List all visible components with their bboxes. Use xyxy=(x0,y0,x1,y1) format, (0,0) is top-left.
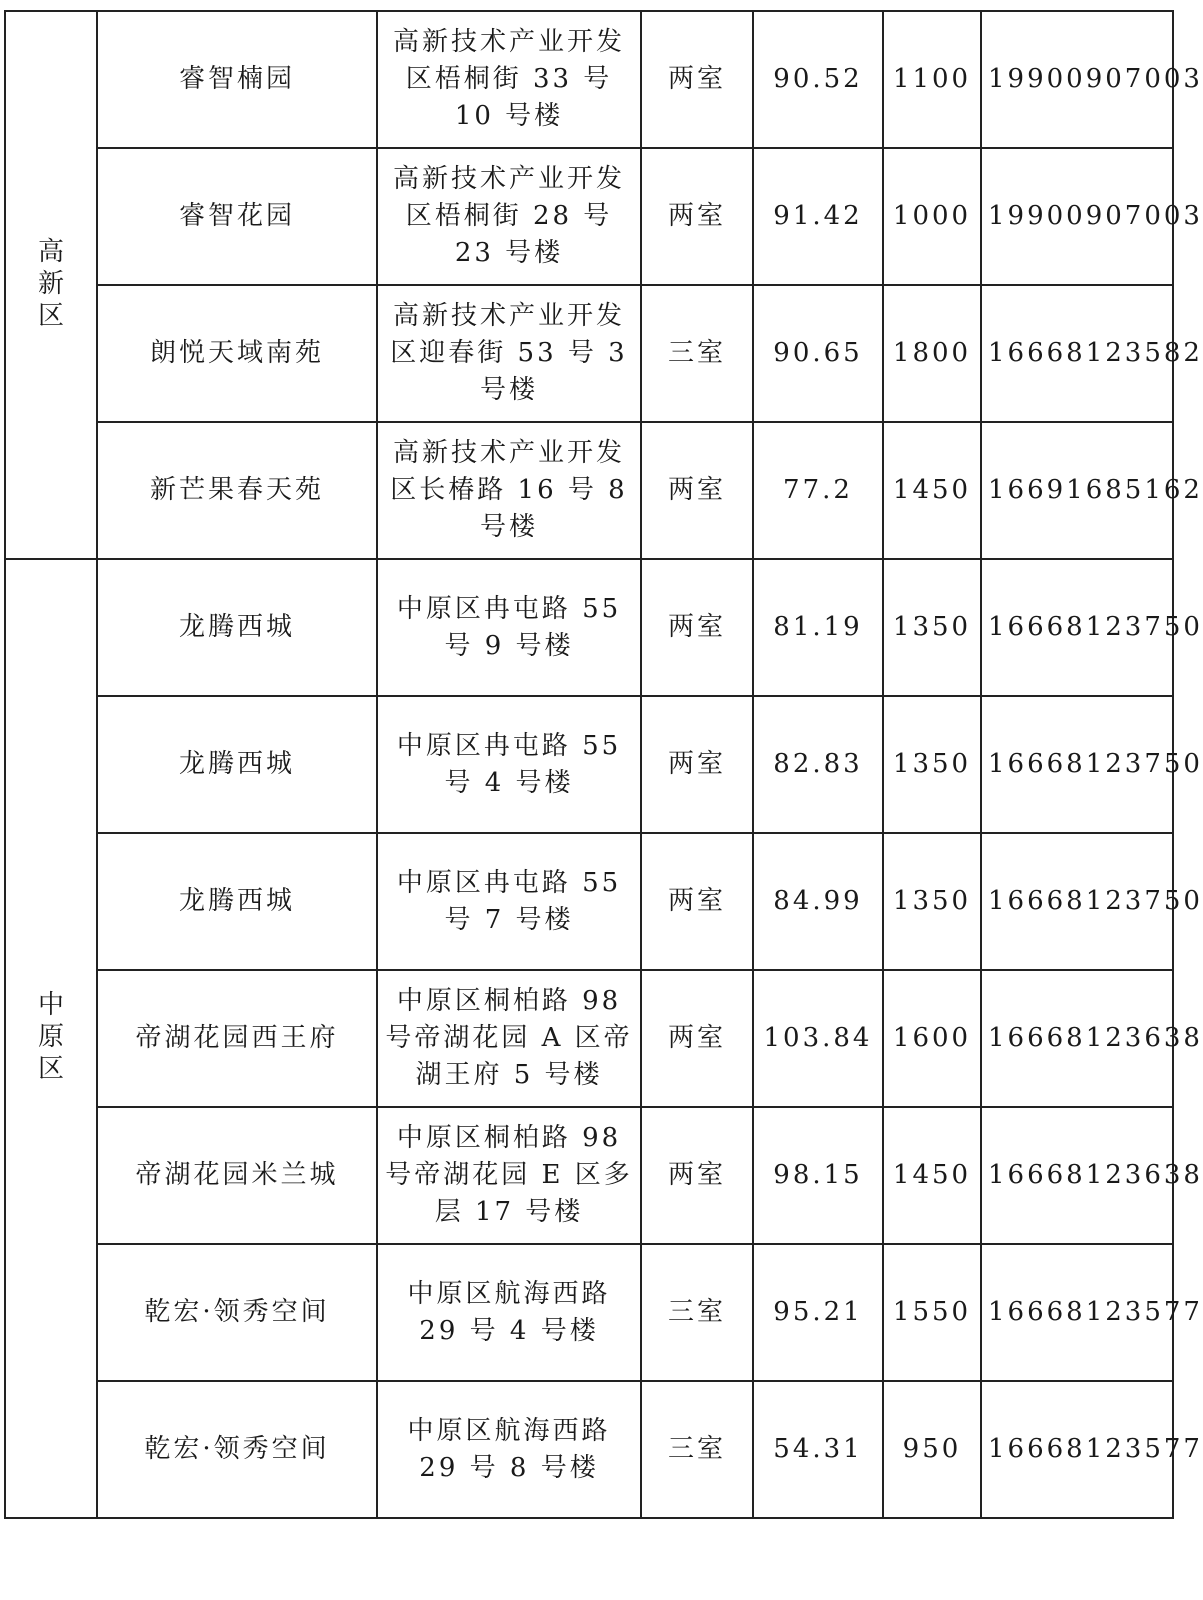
address-cell: 中原区桐柏路 98 号帝湖花园 E 区多层 17 号楼 xyxy=(377,1107,641,1244)
table-row xyxy=(5,1381,1173,1518)
phone-cell: 16668123582 xyxy=(981,285,1173,422)
layout-cell: 两室 xyxy=(641,422,753,559)
layout-cell: 两室 xyxy=(641,970,753,1107)
phone-cell: 16691685162 xyxy=(981,422,1173,559)
district-label: 高新区 xyxy=(37,236,64,331)
address-cell: 中原区冉屯路 55 号 9 号楼 xyxy=(377,559,641,696)
area-cell: 54.31 xyxy=(753,1381,883,1518)
rent-cell: 1000 xyxy=(883,148,981,285)
table-row xyxy=(5,559,1173,696)
address-cell: 高新技术产业开发区梧桐街 28 号 23 号楼 xyxy=(377,148,641,285)
housing-listing-table xyxy=(4,10,1203,1519)
table-row xyxy=(5,1107,1173,1244)
table-row xyxy=(5,696,1173,833)
phone-cell: 16668123750 xyxy=(981,696,1173,833)
layout-cell: 两室 xyxy=(641,833,753,970)
area-cell: 77.2 xyxy=(753,422,883,559)
area-cell: 103.84 xyxy=(753,970,883,1107)
area-cell: 84.99 xyxy=(753,833,883,970)
table-row xyxy=(5,970,1173,1107)
address-cell: 中原区航海西路 29 号 4 号楼 xyxy=(377,1244,641,1381)
area-cell: 91.42 xyxy=(753,148,883,285)
district-cell xyxy=(5,11,97,559)
community-name-cell: 龙腾西城 xyxy=(97,696,377,833)
address-cell: 中原区航海西路 29 号 8 号楼 xyxy=(377,1381,641,1518)
community-name-cell: 龙腾西城 xyxy=(97,833,377,970)
rent-cell: 1600 xyxy=(883,970,981,1107)
layout-cell: 三室 xyxy=(641,1244,753,1381)
address-cell: 中原区冉屯路 55 号 4 号楼 xyxy=(377,696,641,833)
layout-cell: 两室 xyxy=(641,559,753,696)
phone-cell: 19900907003 xyxy=(981,11,1173,148)
rent-cell: 1350 xyxy=(883,696,981,833)
area-cell: 98.15 xyxy=(753,1107,883,1244)
phone-cell: 16668123638 xyxy=(981,1107,1173,1244)
rent-cell: 1450 xyxy=(883,1107,981,1244)
community-name-cell: 新芒果春天苑 xyxy=(97,422,377,559)
phone-cell: 16668123577 xyxy=(981,1244,1173,1381)
rent-cell: 1350 xyxy=(883,559,981,696)
layout-cell: 两室 xyxy=(641,696,753,833)
rent-cell: 1550 xyxy=(883,1244,981,1381)
table-row xyxy=(5,11,1173,148)
table-row xyxy=(5,833,1173,970)
community-name-cell: 龙腾西城 xyxy=(97,559,377,696)
table-body xyxy=(5,11,1203,1518)
address-cell: 中原区桐柏路 98 号帝湖花园 A 区帝湖王府 5 号楼 xyxy=(377,970,641,1107)
address-cell: 高新技术产业开发区梧桐街 33 号 10 号楼 xyxy=(377,11,641,148)
phone-cell: 16668123638 xyxy=(981,970,1173,1107)
phone-cell: 16668123750 xyxy=(981,833,1173,970)
rent-cell: 1800 xyxy=(883,285,981,422)
address-cell: 高新技术产业开发区迎春街 53 号 3 号楼 xyxy=(377,285,641,422)
table-row xyxy=(5,1244,1173,1381)
district-cell xyxy=(5,559,97,1518)
layout-cell: 两室 xyxy=(641,148,753,285)
address-cell: 高新技术产业开发区长椿路 16 号 8 号楼 xyxy=(377,422,641,559)
community-name-cell: 睿智楠园 xyxy=(97,11,377,148)
table-row xyxy=(5,422,1173,559)
rent-cell: 1350 xyxy=(883,833,981,970)
community-name-cell: 帝湖花园西王府 xyxy=(97,970,377,1107)
rent-cell: 1450 xyxy=(883,422,981,559)
rent-cell: 1100 xyxy=(883,11,981,148)
community-name-cell: 睿智花园 xyxy=(97,148,377,285)
area-cell: 90.65 xyxy=(753,285,883,422)
phone-cell: 19900907003 xyxy=(981,148,1173,285)
area-cell: 90.52 xyxy=(753,11,883,148)
area-cell: 95.21 xyxy=(753,1244,883,1381)
layout-cell: 三室 xyxy=(641,285,753,422)
phone-cell: 16668123577 xyxy=(981,1381,1173,1518)
table-row xyxy=(5,285,1173,422)
layout-cell: 三室 xyxy=(641,1381,753,1518)
community-name-cell: 乾宏·领秀空间 xyxy=(97,1244,377,1381)
phone-cell: 16668123750 xyxy=(981,559,1173,696)
layout-cell: 两室 xyxy=(641,11,753,148)
community-name-cell: 帝湖花园米兰城 xyxy=(97,1107,377,1244)
district-label: 中原区 xyxy=(37,990,64,1084)
area-cell: 81.19 xyxy=(753,559,883,696)
area-cell: 82.83 xyxy=(753,696,883,833)
community-name-cell: 朗悦天域南苑 xyxy=(97,285,377,422)
address-cell: 中原区冉屯路 55 号 7 号楼 xyxy=(377,833,641,970)
community-name-cell: 乾宏·领秀空间 xyxy=(97,1381,377,1518)
table-row xyxy=(5,148,1173,285)
layout-cell: 两室 xyxy=(641,1107,753,1244)
rent-cell: 950 xyxy=(883,1381,981,1518)
